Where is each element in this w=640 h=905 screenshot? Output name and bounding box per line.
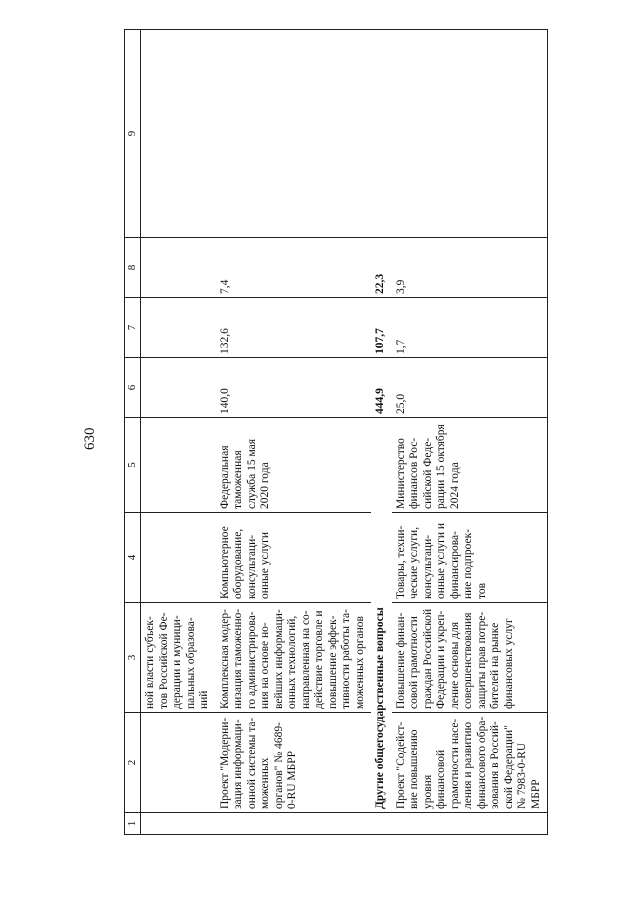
table-header-row: [125, 30, 141, 835]
section-row: [371, 30, 392, 835]
cell-goods: Товары, техни-ческие услуги, консультаци-онные услуги и финансирова-ние подпроек-тов: [392, 513, 548, 603]
cell-value-9: [141, 30, 216, 238]
cell-goods: Компьютерное оборудование, консультаци-онные услуги: [216, 513, 372, 603]
cell-value-8: [141, 238, 216, 298]
cell-goods: [141, 513, 216, 603]
cell-value-7: 1,7: [392, 298, 548, 358]
table-row: [216, 30, 372, 835]
cell-project: Проект "Содейст-вие повышению уровня финансовой грамотности насе-ления и развитию финансового обра-зования в Россий-ской Федерации" № 7983-0-RU МБРР: [392, 713, 548, 813]
cell-value-7: [141, 298, 216, 358]
cell-value-8: 3,9: [392, 238, 548, 298]
cell-goal: Комплексная модер-низация таможенно-го администрирова-ния на основе но-вейших информаци-онных технологий, направленная на со-действие торговле и повышение эффек-тивности работы та-моженных органов: [216, 603, 372, 713]
table-row: [141, 30, 216, 835]
cell-value-9: [392, 30, 548, 238]
cell-value-7: 132,6: [216, 298, 372, 358]
cell-executor: Федеральная таможенная служба 15 мая 2020 года: [216, 418, 372, 513]
column-header: 6: [125, 358, 141, 418]
cell-index: [392, 813, 548, 835]
budget-table: [124, 29, 548, 835]
cell-value-8: 7,4: [216, 238, 372, 298]
cell-goal: ной власти субъек-тов Российской Фе-дерации и муници-пальных образова-ний: [141, 603, 216, 713]
cell-executor: Министерство финансов Рос-сийской Феде-рации 15 октября 2024 года: [392, 418, 548, 513]
cell-value-6: 25,0: [392, 358, 548, 418]
table-row: [392, 30, 548, 835]
column-header: 5: [125, 418, 141, 513]
rotated-page: [74, 30, 634, 835]
column-header: 2: [125, 713, 141, 813]
cell-project: Проект "Модерни-зация информаци-онной системы та-моженных органов" № 4689-0-RU МБРР: [216, 713, 372, 813]
cell-index: [141, 813, 216, 835]
section-value-8: 22,3: [371, 238, 392, 298]
cell-goal: Повышение финан-совой грамотности граждан Российской Федерации и укреп-ление основы для совершенствования защиты прав потре-бителей на рынке финансовых услуг: [392, 603, 548, 713]
cell-value-9: [216, 30, 372, 238]
section-value-7: 107,7: [371, 298, 392, 358]
cell-value-6: 140,0: [216, 358, 372, 418]
cell-index: [216, 813, 372, 835]
page-number: 630: [82, 427, 98, 450]
cell-value-6: [141, 358, 216, 418]
cell-executor: [141, 418, 216, 513]
cell-project: [141, 713, 216, 813]
column-header: 3: [125, 603, 141, 713]
section-value-6: 444,9: [371, 358, 392, 418]
column-header: 4: [125, 513, 141, 603]
column-header: 9: [125, 30, 141, 238]
column-header: 7: [125, 298, 141, 358]
section-label: Другие общегосударственные вопросы: [371, 418, 392, 813]
column-header: 8: [125, 238, 141, 298]
column-header: 1: [125, 813, 141, 835]
